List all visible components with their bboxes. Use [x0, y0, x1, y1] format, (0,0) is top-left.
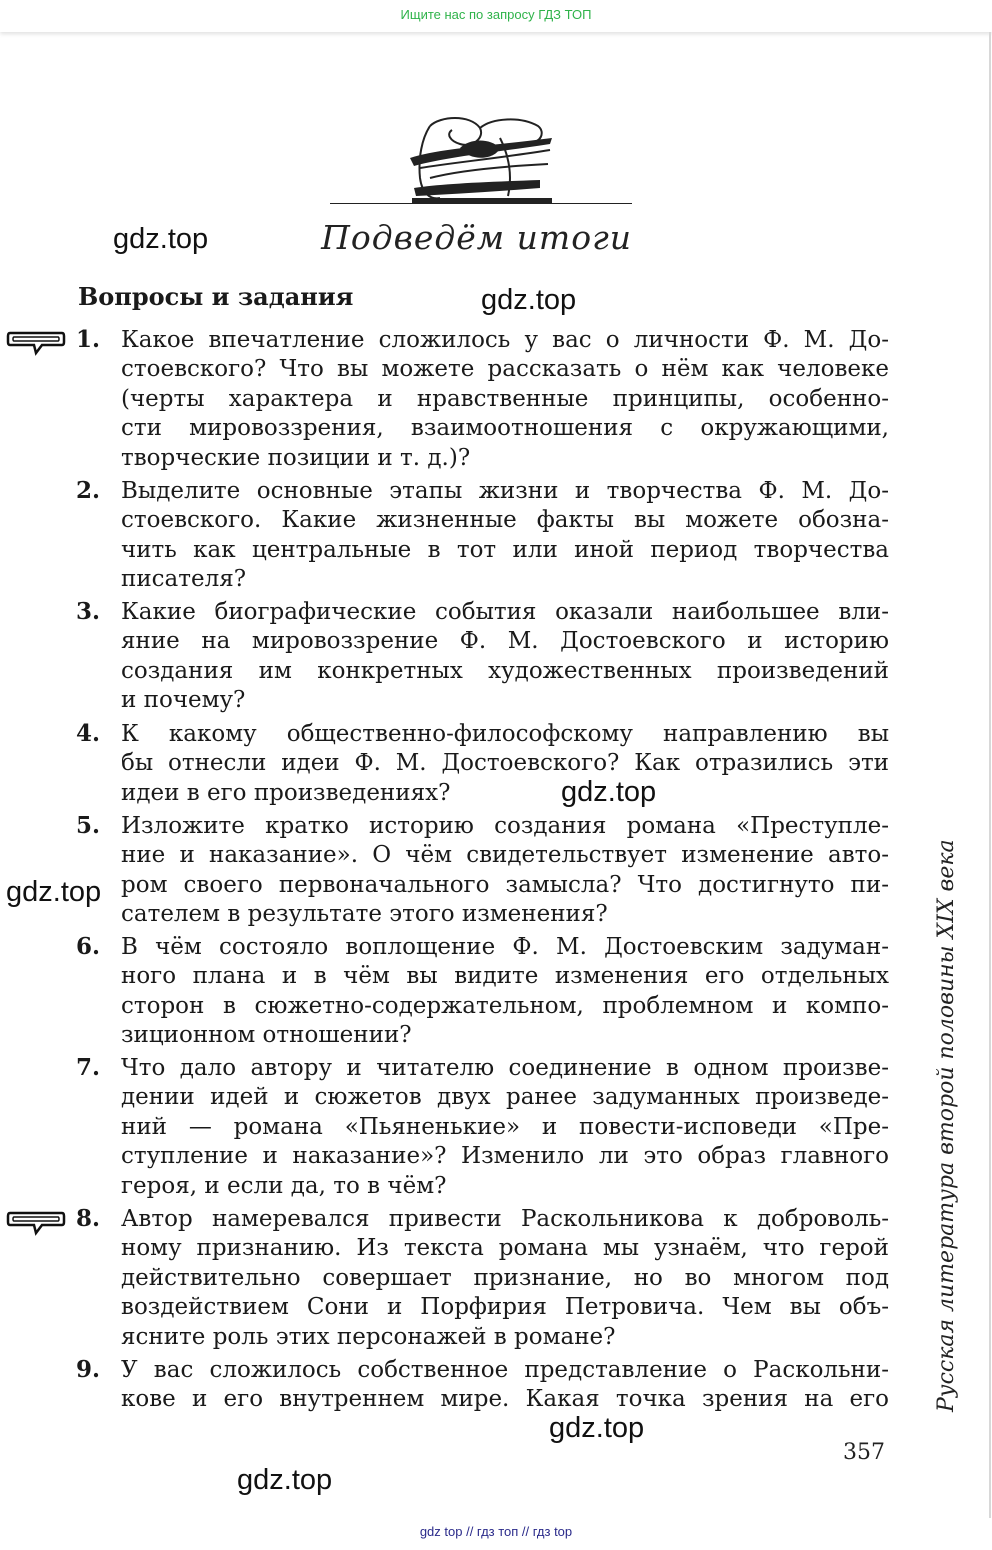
question-text-line: и почему? [121, 687, 246, 714]
questions-heading: Вопросы и задания [78, 282, 354, 311]
scroll-quill-ornament [400, 108, 562, 208]
question-text-line: ром своего первоначального замысла? Что достигнуто пи- [121, 871, 889, 898]
question-number: 9. [76, 1356, 101, 1383]
question-text-line: ступление и наказание»? Изменило ли это образ главного [121, 1143, 889, 1170]
question-text-line: воздействием Сони и Порфирия Петровича. Чем вы объ- [121, 1294, 889, 1321]
question-text-line: бы отнесли идеи Ф. М. Достоевского? Как отразились эти [121, 750, 889, 777]
question-number: 6. [76, 933, 101, 960]
question-text-line: Какое впечатление сложилось у вас о личности Ф. М. До- [121, 327, 889, 353]
question-text-line: Выделите основные этапы жизни и творчества Ф. М. До- [121, 478, 889, 504]
question-text-line: дении идей и сюжетов двух ранее задуманных произведе- [121, 1084, 889, 1111]
discussion-bubble-icon [6, 1207, 66, 1239]
running-title: Русская литература второй половины XIX века [934, 839, 959, 1412]
question-text-line: Изложите кратко историю создания романа «Преступле- [121, 813, 889, 839]
question-text-line: действительно совершает признание, но во многом под [121, 1264, 889, 1291]
question-number: 4. [76, 720, 101, 747]
question-text-line: стоевского. Какие жизненные факты вы можете обозна- [121, 507, 889, 534]
question-text-line: чить как центральные в тот или иной период творчества [121, 536, 889, 563]
question-text-line: яние на мировоззрение Ф. М. Достоевского и историю [121, 628, 889, 655]
footer-links[interactable]: gdz top // гдз топ // гдз top [419, 1524, 573, 1539]
question-text-line: стоевского? Что вы можете рассказать о нём как человеке [121, 356, 889, 383]
question-number: 2. [76, 477, 101, 504]
section-title: Подведём итоги [321, 218, 632, 257]
question-text-line: ному признанию. Из текста романа мы узнаём, что герой [121, 1235, 889, 1262]
watermark: gdz.top [6, 876, 102, 908]
question-number: 8. [76, 1205, 101, 1232]
discussion-bubble-icon [6, 327, 66, 359]
question-text-line: писателя? [121, 566, 247, 593]
question-text-line: ний — романа «Пьяненькие» и повести-исповеди «Пре- [121, 1113, 889, 1140]
watermark: gdz.top [549, 1412, 645, 1444]
watermark: gdz.top [561, 776, 657, 808]
question-text-line: Что дало автору и читателю соединение в одном произве- [121, 1055, 889, 1081]
top-search-banner [0, 0, 992, 32]
question-text-line: В чём состояло воплощение Ф. М. Достоевским задуман- [121, 934, 889, 960]
question-text-line: К какому общественно-философскому направлению вы [121, 721, 889, 747]
question-text-line: сателем в результате этого изменения? [121, 901, 608, 928]
question-text-line: ясните роль этих персонажей в романе? [121, 1323, 616, 1350]
question-text-line: сторон в сюжетно-содержательном, проблемном и компо- [121, 992, 889, 1019]
search-banner-text: Ищите нас по запросу ГДЗ ТОП [400, 7, 592, 22]
question-text-line: У вас сложилось собственное представление о Раскольни- [121, 1357, 889, 1383]
question-text-line: (черты характера и нравственные принципы, особенно- [121, 385, 889, 412]
watermark: gdz.top [113, 223, 209, 255]
question-text-line: сти мировоззрения, взаимоотношения с окружающими, [121, 415, 889, 442]
page-edge [989, 32, 991, 1518]
title-rule [330, 203, 632, 204]
question-text-line: героя, и если да, то в чём? [121, 1172, 447, 1199]
watermark: gdz.top [481, 284, 577, 316]
question-text-line: зиционном отношении? [121, 1022, 412, 1049]
question-text-line: Автор намеревался привести Раскольникова к доброволь- [121, 1206, 889, 1232]
question-text-line: кове и его внутреннем мире. Какая точка зрения на его [121, 1386, 889, 1413]
question-number: 1. [76, 326, 101, 353]
question-text-line: ние и наказание». О чём свидетельствует изменение авто- [121, 842, 889, 869]
question-number: 5. [76, 812, 101, 839]
question-text-line: Какие биографические события оказали наибольшее вли- [121, 599, 889, 625]
question-text-line: ного плана и в чём вы видите изменения его отдельных [121, 963, 889, 990]
question-text-line: создания им конкретных художественных произведений [121, 657, 889, 684]
question-text-line: идеи в его произведениях? [121, 779, 451, 806]
question-text-line: творческие позиции и т. д.)? [121, 444, 471, 471]
watermark: gdz.top [237, 1464, 333, 1496]
question-number: 3. [76, 598, 101, 625]
question-number: 7. [76, 1054, 101, 1081]
page-number: 357 [843, 1440, 885, 1465]
